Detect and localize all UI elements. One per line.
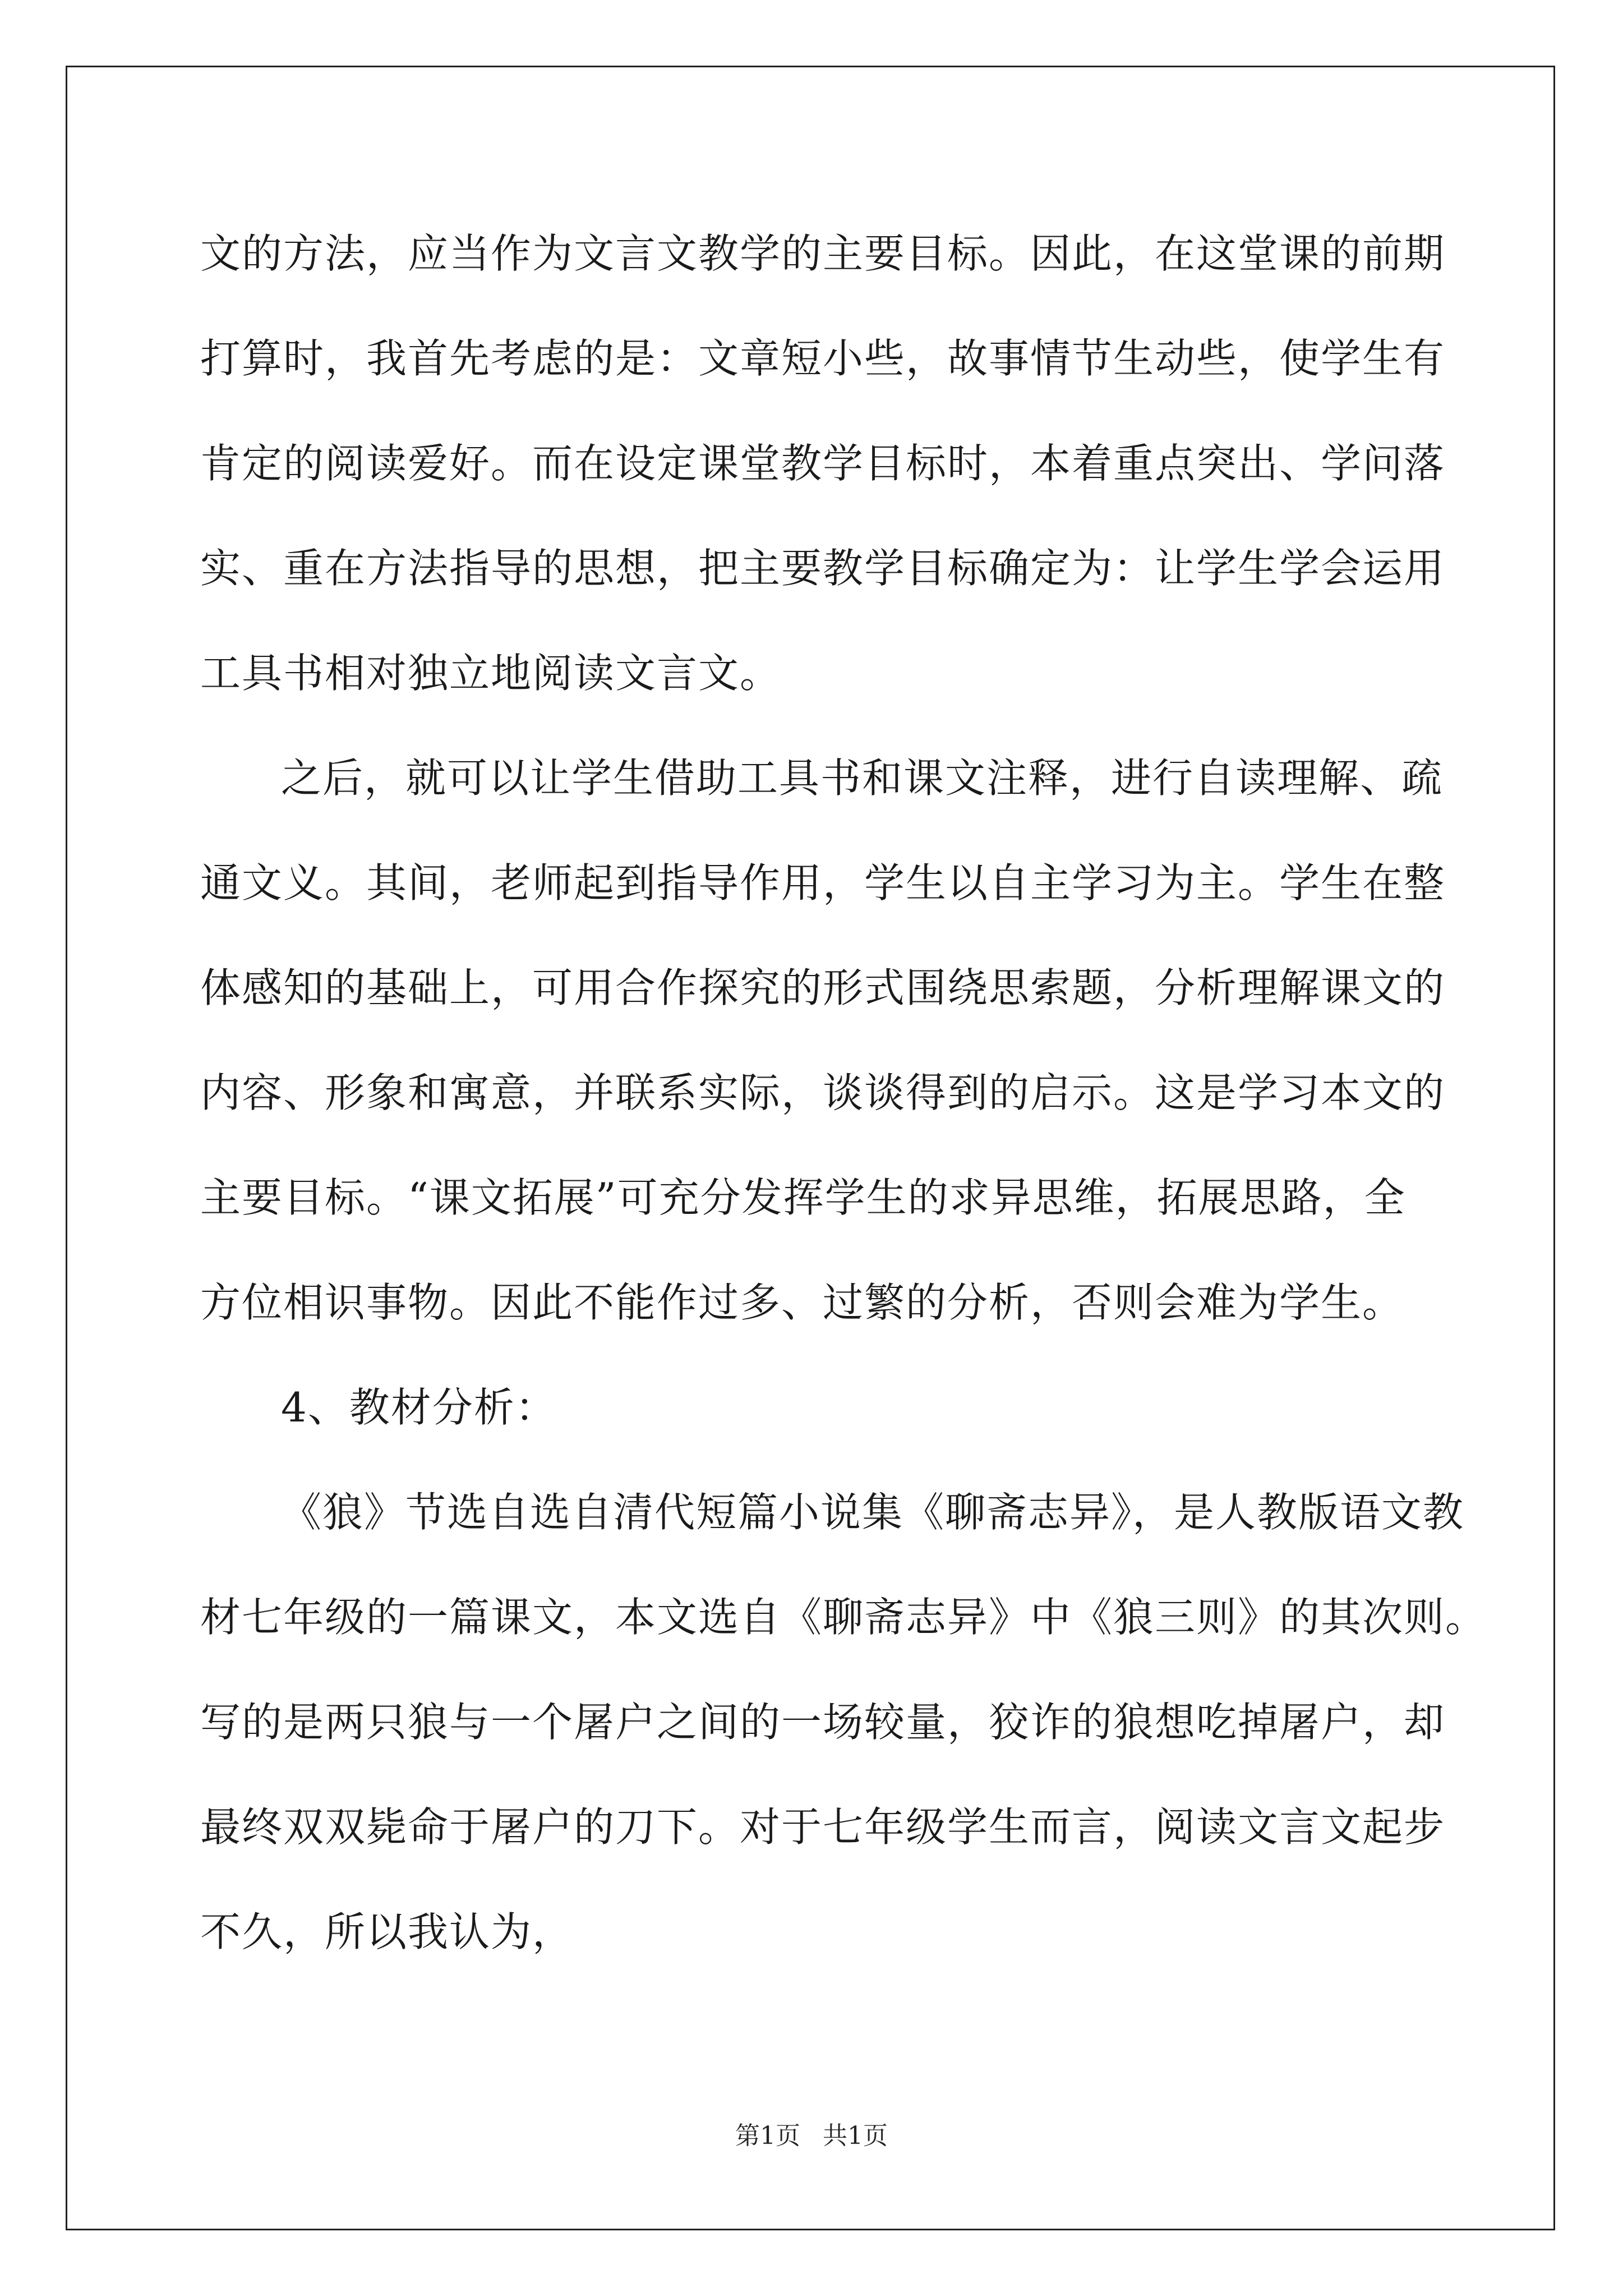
text-line: 不久，所以我认为， — [200, 1908, 574, 1955]
text-line: 文的方法，应当作为文言文教学的主要目标。因此，在这堂课的前期 — [200, 230, 1446, 277]
page-footer — [0, 2119, 1623, 2153]
text-line: 之后，就可以让学生借助工具书和课文注释，进行自读理解、疏 — [281, 754, 1444, 802]
text-line: 通文义。其间，老师起到指导作用，学生以自主学习为主。学生在整 — [200, 859, 1446, 907]
section-heading: 4、教材分析： — [281, 1384, 557, 1431]
text-line: 《狼》节选自选自清代短篇小说集《聊斋志异》，是人教版语文教 — [281, 1489, 1465, 1536]
text-line: 最终双双毙命于屠户的刀下。对于七年级学生而言，阅读文言文起步 — [200, 1803, 1446, 1851]
text-line: 写的是两只狼与一个屠户之间的一场较量，狡诈的狼想吃掉屠户，却 — [200, 1699, 1446, 1746]
text-line: 主要目标。“课文拓展”可充分发挥学生的求异思维，拓展思路，全 — [200, 1174, 1406, 1221]
document-body — [200, 220, 1487, 2003]
text-line: 体感知的基础上，可用合作探究的形式围绕思索题，分析理解课文的 — [200, 964, 1446, 1011]
text-line: 工具书相对独立地阅读文言文。 — [200, 650, 782, 697]
page-number: 第1页 — [735, 2122, 800, 2150]
text-line: 内容、形象和寓意，并联系实际，谈谈得到的启示。这是学习本文的 — [200, 1069, 1446, 1116]
text-line: 材七年级的一篇课文，本文选自《聊斋志异》中《狼三则》的其次则。 — [200, 1594, 1487, 1641]
text-line: 方位相识事物。因此不能作过多、过繁的分析，否则会难为学生。 — [200, 1279, 1404, 1326]
text-line: 实、重在方法指导的思想，把主要教学目标确定为：让学生学会运用 — [200, 545, 1446, 592]
page-total: 共1页 — [823, 2122, 888, 2150]
text-line: 打算时，我首先考虑的是：文章短小些，故事情节生动些，使学生有 — [200, 335, 1446, 382]
text-line: 肯定的阅读爱好。而在设定课堂教学目标时，本着重点突出、学问落 — [200, 440, 1446, 487]
